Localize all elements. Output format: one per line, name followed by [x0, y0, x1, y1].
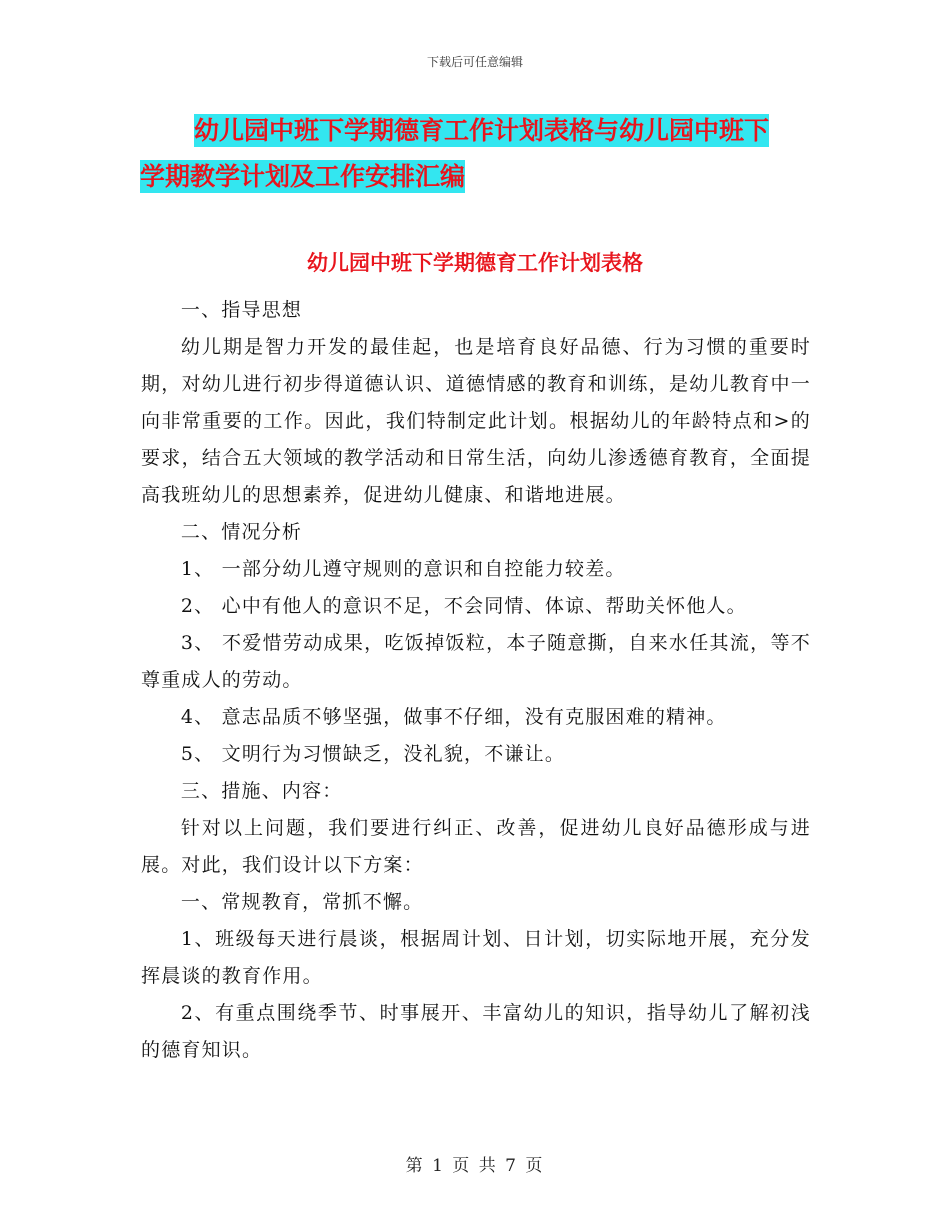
- section-title: 幼儿园中班下学期德育工作计划表格: [307, 251, 643, 275]
- list-item: 5、 文明行为习惯缺乏，没礼貌，不谦让。: [180, 743, 566, 765]
- document-title: [140, 108, 820, 200]
- paragraph-measures-intro: 针对以上问题，我们要进行纠正、改善，促进幼儿良好品德形成与进展。对此，我们设计以下方案：: [141, 817, 811, 876]
- page-number: 第 1 页 共 7 页: [405, 1156, 545, 1176]
- document-body: [141, 292, 811, 1069]
- heading-guiding-thought: 一、指导思想: [180, 299, 303, 321]
- header-note: 下载后可任意编辑: [426, 55, 523, 69]
- list-item: 1、班级每天进行晨谈，根据周计划、日计划，切实际地开展，充分发挥晨谈的教育作用。: [141, 928, 811, 987]
- heading-situation-analysis: 二、情况分析: [180, 521, 303, 543]
- list-item: 4、 意志品质不够坚强，做事不仔细，没有克服困难的精神。: [180, 706, 727, 728]
- list-item: 3、 不爱惜劳动成果，吃饭掉饭粒，本子随意撕，自来水任其流，等不尊重成人的劳动。: [141, 632, 811, 691]
- list-item: 2、 心中有他人的意识不足，不会同情、体谅、帮助关怀他人。: [180, 595, 747, 617]
- paragraph-guiding-thought: 幼儿期是智力开发的最佳起，也是培育良好品德、行为习惯的重要时期，对幼儿进行初步得道德认识、道德情感的教育和训练，是幼儿教育中一向非常重要的工作。因此，我们特制定此计划。根据幼儿的年龄特点和>的要求，结合五大领域的教学活动和日常生活，向幼儿渗透德育教育，全面提高我班幼儿的思想素养，促进幼儿健康、和谐地进展。: [141, 336, 811, 506]
- title-line-2: 学期教学计划及工作安排汇编: [140, 162, 466, 191]
- heading-routine-education: 一、常规教育，常抓不懈。: [180, 891, 424, 913]
- heading-measures: 三、措施、内容：: [180, 780, 343, 802]
- list-item: 2、有重点围绕季节、时事展开、丰富幼儿的知识，指导幼儿了解初浅的德育知识。: [141, 1002, 811, 1061]
- title-line-1: 幼儿园中班下学期德育工作计划表格与幼儿园中班下: [194, 116, 770, 145]
- list-item: 1、 一部分幼儿遵守规则的意识和自控能力较差。: [180, 558, 626, 580]
